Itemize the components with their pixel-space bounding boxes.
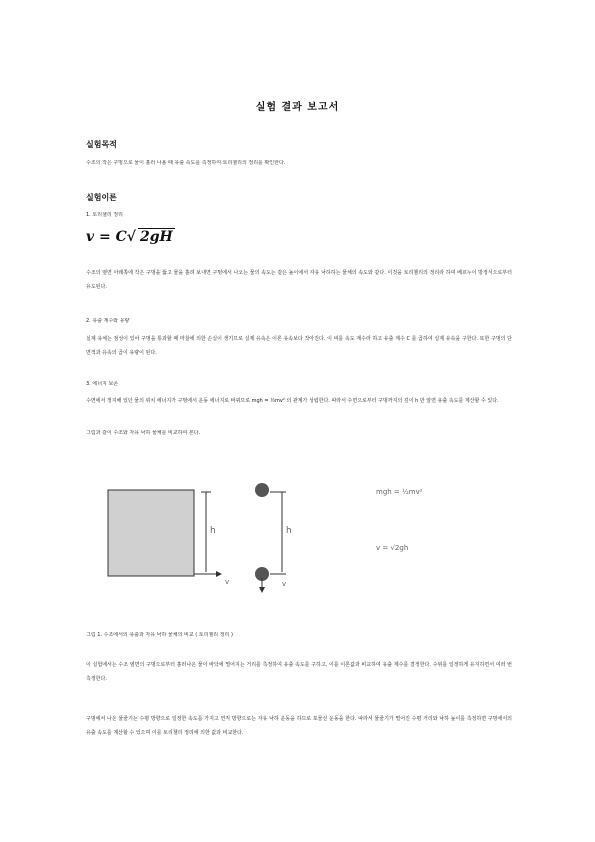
theory-paragraph-1: 수조의 옆면 아래쪽에 작은 구멍을 뚫고 물을 흘려 보내면 구멍에서 나오는 물의 속도는 같은 높이에서 자유 낙하하는 물체의 속도와 같다. 이것을 토리첼리의 정리라 하며 베르누이 방정식으로부터 유도된다.: [86, 270, 512, 290]
velocity-equation: v = √2gh: [376, 544, 409, 552]
torricelli-formula: v = C√ 2gH: [86, 229, 173, 245]
figure-caption: 그림 1. 수조에서의 유출과 자유 낙하 물체의 비교 ( 토리첼리 정리 ): [86, 632, 233, 638]
tank-depth-label: h: [210, 526, 216, 536]
energy-equation: mgh = ½mv²: [376, 488, 423, 496]
formula-radicand: 2gH: [139, 229, 173, 245]
fall-height-label: h: [286, 526, 292, 536]
figure-diagram: [100, 474, 520, 594]
fall-velocity-label: v: [282, 580, 287, 588]
method-paragraph-1: 이 실험에서는 수조 옆면의 구멍으로부터 흘러나온 물이 바닥에 떨어지는 거리를 측정하여 유출 속도를 구하고, 이를 이론값과 비교하여 유출 계수를 결정한다. 수위를 일정하게 유지하면서 여러 번 측정한다.: [86, 662, 512, 682]
tank-velocity-label: v: [225, 578, 230, 586]
theory-label-2: 2. 유출 계수와 유량: [86, 318, 130, 324]
page-title: 실험 결과 보고서: [255, 102, 340, 113]
water-tank: [108, 490, 194, 576]
section-heading-purpose: 실험목적: [86, 140, 117, 149]
theory-subheading: 1. 토리첼리 정리: [86, 212, 123, 218]
formula-coefficient: C: [115, 229, 127, 245]
torricelli-figure: [100, 474, 520, 594]
ball-top: [255, 483, 269, 497]
theory-paragraph-3: 수면에서 정지해 있던 물의 위치 에너지가 구멍에서 운동 에너지로 바뀌므로 mgh = ½mv² 의 관계가 성립한다. 따라서 수면으로부터 구멍까지의 깊이 h 만 알면 유출 속도를 계산할 수 있다.: [86, 398, 499, 404]
section-heading-theory: 실험이론: [86, 193, 117, 202]
theory-paragraph-2: 실제 유체는 점성이 있어 구멍을 통과할 때 마찰에 의한 손실이 생기므로 실제 유속은 이론 유속보다 작아진다. 이 비를 속도 계수라 하고 유출 계수 C 를 곱하여 실제 유속을 구한다. 또한 구멍의 단면적과 유속의 곱이 유량이 된다.: [86, 336, 512, 356]
theory-paragraph-3b: 그림과 같이 수조와 자유 낙하 물체를 비교하여 본다.: [86, 430, 201, 436]
theory-label-3: 3. 에너지 보존: [86, 381, 119, 387]
purpose-text: 수조의 작은 구멍으로 물이 흘러 나올 때 유출 속도를 측정하여 토리첼리의 정리를 확인한다.: [86, 160, 286, 166]
formula-lhs: v: [86, 229, 95, 245]
method-paragraph-2: 구멍에서 나온 물줄기는 수평 방향으로 일정한 속도를 가지고 연직 방향으로는 자유 낙하 운동을 하므로 포물선 운동을 한다. 따라서 물줄기가 떨어진 수평 거리와 낙하 높이를 측정하면 구멍에서의 유출 속도를 계산할 수 있으며 이를 토리첼리 정리에 의한 값과 비교한다.: [86, 716, 512, 736]
